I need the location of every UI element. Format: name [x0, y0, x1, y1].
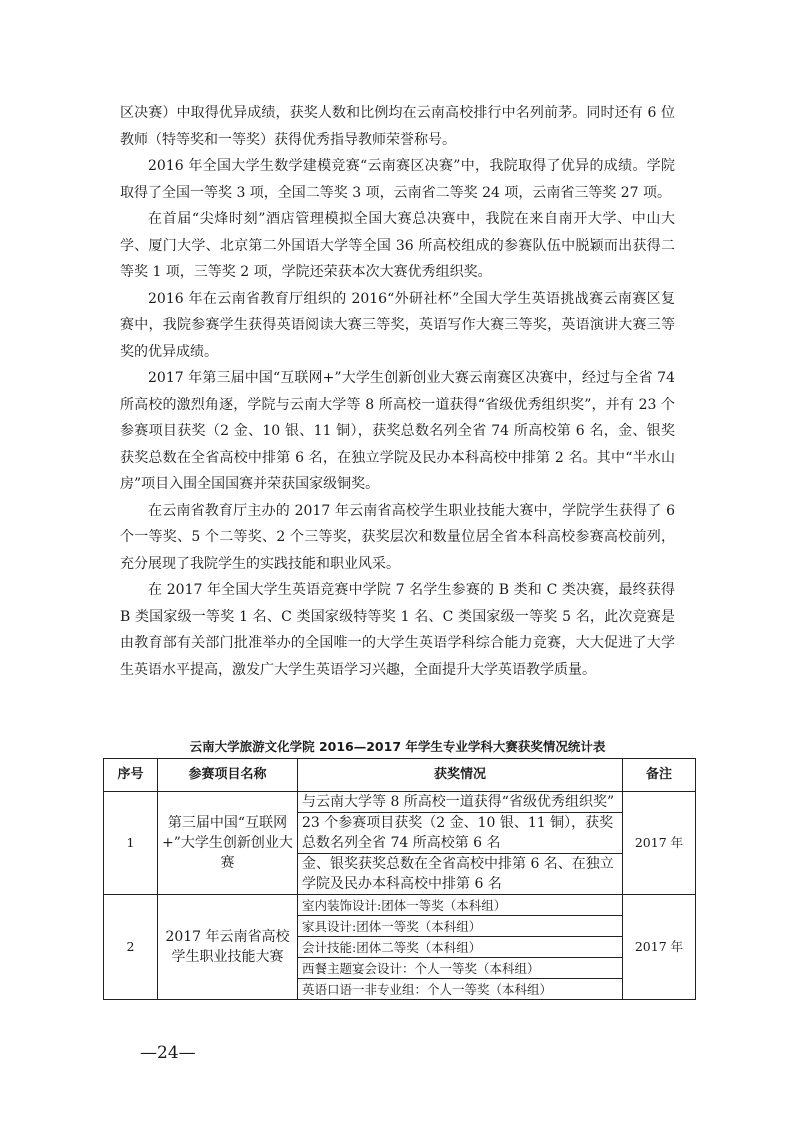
header-project-name: 参赛项目名称: [158, 759, 298, 792]
paragraph-continued: 区决赛）中取得优异成绩，获奖人数和比例均在云南高校排行中名列前茅。同时还有 6 位教师（特等奖和一等奖）获得优秀指导教师荣誉称号。: [120, 105, 675, 148]
row-number: 1: [104, 792, 158, 895]
paragraph-vocational-skills: 在云南省教育厅主办的 2017 年云南省高校学生职业技能大赛中，学院学生获得了 6 个一等奖、5 个二等奖、2 个三等奖，获奖层次和数量位居全省本科高校参赛高校前列，充分展现了我院学生的实践技能和职业风采。: [120, 502, 675, 572]
table-title: 云南大学旅游文化学院 2016—2017 年学生专业学科大赛获奖情况统计表: [189, 739, 606, 754]
table-row: [104, 895, 696, 916]
award-detail: 西餐主题宴会设计：个人一等奖（本科组）: [298, 958, 623, 979]
awards-table: [103, 758, 696, 1000]
body-text: [120, 100, 675, 683]
award-detail: 室内装饰设计:团体一等奖（本科组）: [298, 895, 623, 916]
paragraph-english-competition: 在 2017 年全国大学生英语竞赛中学院 7 名学生参赛的 B 类和 C 类决赛，最终获得 B 类国家级一等奖 1 名、C 类国家级特等奖 1 名、C 类国家级一等奖 5 名，此次竞赛是由教育部有关部门批准举办的全国唯一的大学生英语学科综合能力竞赛，大大促进了大学生英语水平提高，激发广大学生英语学习兴趣，全面提升大学英语教学质量。: [120, 582, 675, 678]
row-note: 2017 年: [623, 895, 696, 1000]
header-note: 备注: [623, 759, 696, 792]
table-header-row: [104, 759, 696, 792]
header-award-details: 获奖情况: [298, 759, 623, 792]
award-detail: 23 个参赛项目获奖（2 金、10 银、11 铜），获奖总数名列全省 74 所高校第 6 名: [298, 813, 623, 854]
project-name: 第三届中国“互联网+”大学生创新创业大赛: [158, 792, 298, 895]
project-name: 2017 年云南省高校学生职业技能大赛: [158, 895, 298, 1000]
header-no: 序号: [104, 759, 158, 792]
award-detail: 家具设计:团体一等奖（本科组）: [298, 916, 623, 937]
award-detail: 与云南大学等 8 所高校一道获得“省级优秀组织奖”: [298, 792, 623, 813]
award-detail: 英语口语一非专业组：个人一等奖（本科组）: [298, 979, 623, 1000]
paragraph-english-challenge: 2016 年在云南省教育厅组织的 2016“外研社杯”全国大学生英语挑战赛云南赛区复赛中，我院参赛学生获得英语阅读大赛三等奖，英语写作大赛三等奖，英语演讲大赛三等奖的优异成绩。: [120, 290, 675, 360]
paragraph-hotel-management: 在首届“尖烽时刻”酒店管理模拟全国大赛总决赛中，我院在来自南开大学、中山大学、厦门大学、北京第二外国语大学等全国 36 所高校组成的参赛队伍中脱颖而出获得二等奖 1 项，三等奖 2 项，学院还荣获本次大赛优秀组织奖。: [120, 211, 675, 280]
row-note: 2017 年: [623, 792, 696, 895]
table-row: [104, 792, 696, 813]
award-detail: 会计技能:团体二等奖（本科组）: [298, 937, 623, 958]
row-number: 2: [104, 895, 158, 1000]
paragraph-internet-plus: 2017 年第三届中国“互联网+”大学生创新创业大赛云南赛区决赛中，经过与全省 74 所高校的激烈角逐，学院与云南大学等 8 所高校一道获得“省级优秀组织奖”，并有 23 个参赛项目获奖（2 金、10 银、11 铜），获奖总数名列全省 74 所高校第 6 名，金、银奖获奖总数在全省高校中排第 6 名，在独立学院及民办本科高校中排第 2 名。其中“半水山房”项目入围全国国赛并荣获国家级铜奖。: [120, 370, 675, 492]
page-number: —24—: [140, 1043, 196, 1063]
award-detail: 金、银奖获奖总数在全省高校中排第 6 名、在独立学院及民办本科高校中排第 6 名: [298, 854, 623, 895]
paragraph-math-modeling: 2016 年全国大学生数学建模竞赛“云南赛区决赛”中，我院取得了优异的成绩。学院取得了全国一等奖 3 项，全国二等奖 3 项，云南省二等奖 24 项，云南省三等奖 27 项。: [120, 158, 675, 201]
